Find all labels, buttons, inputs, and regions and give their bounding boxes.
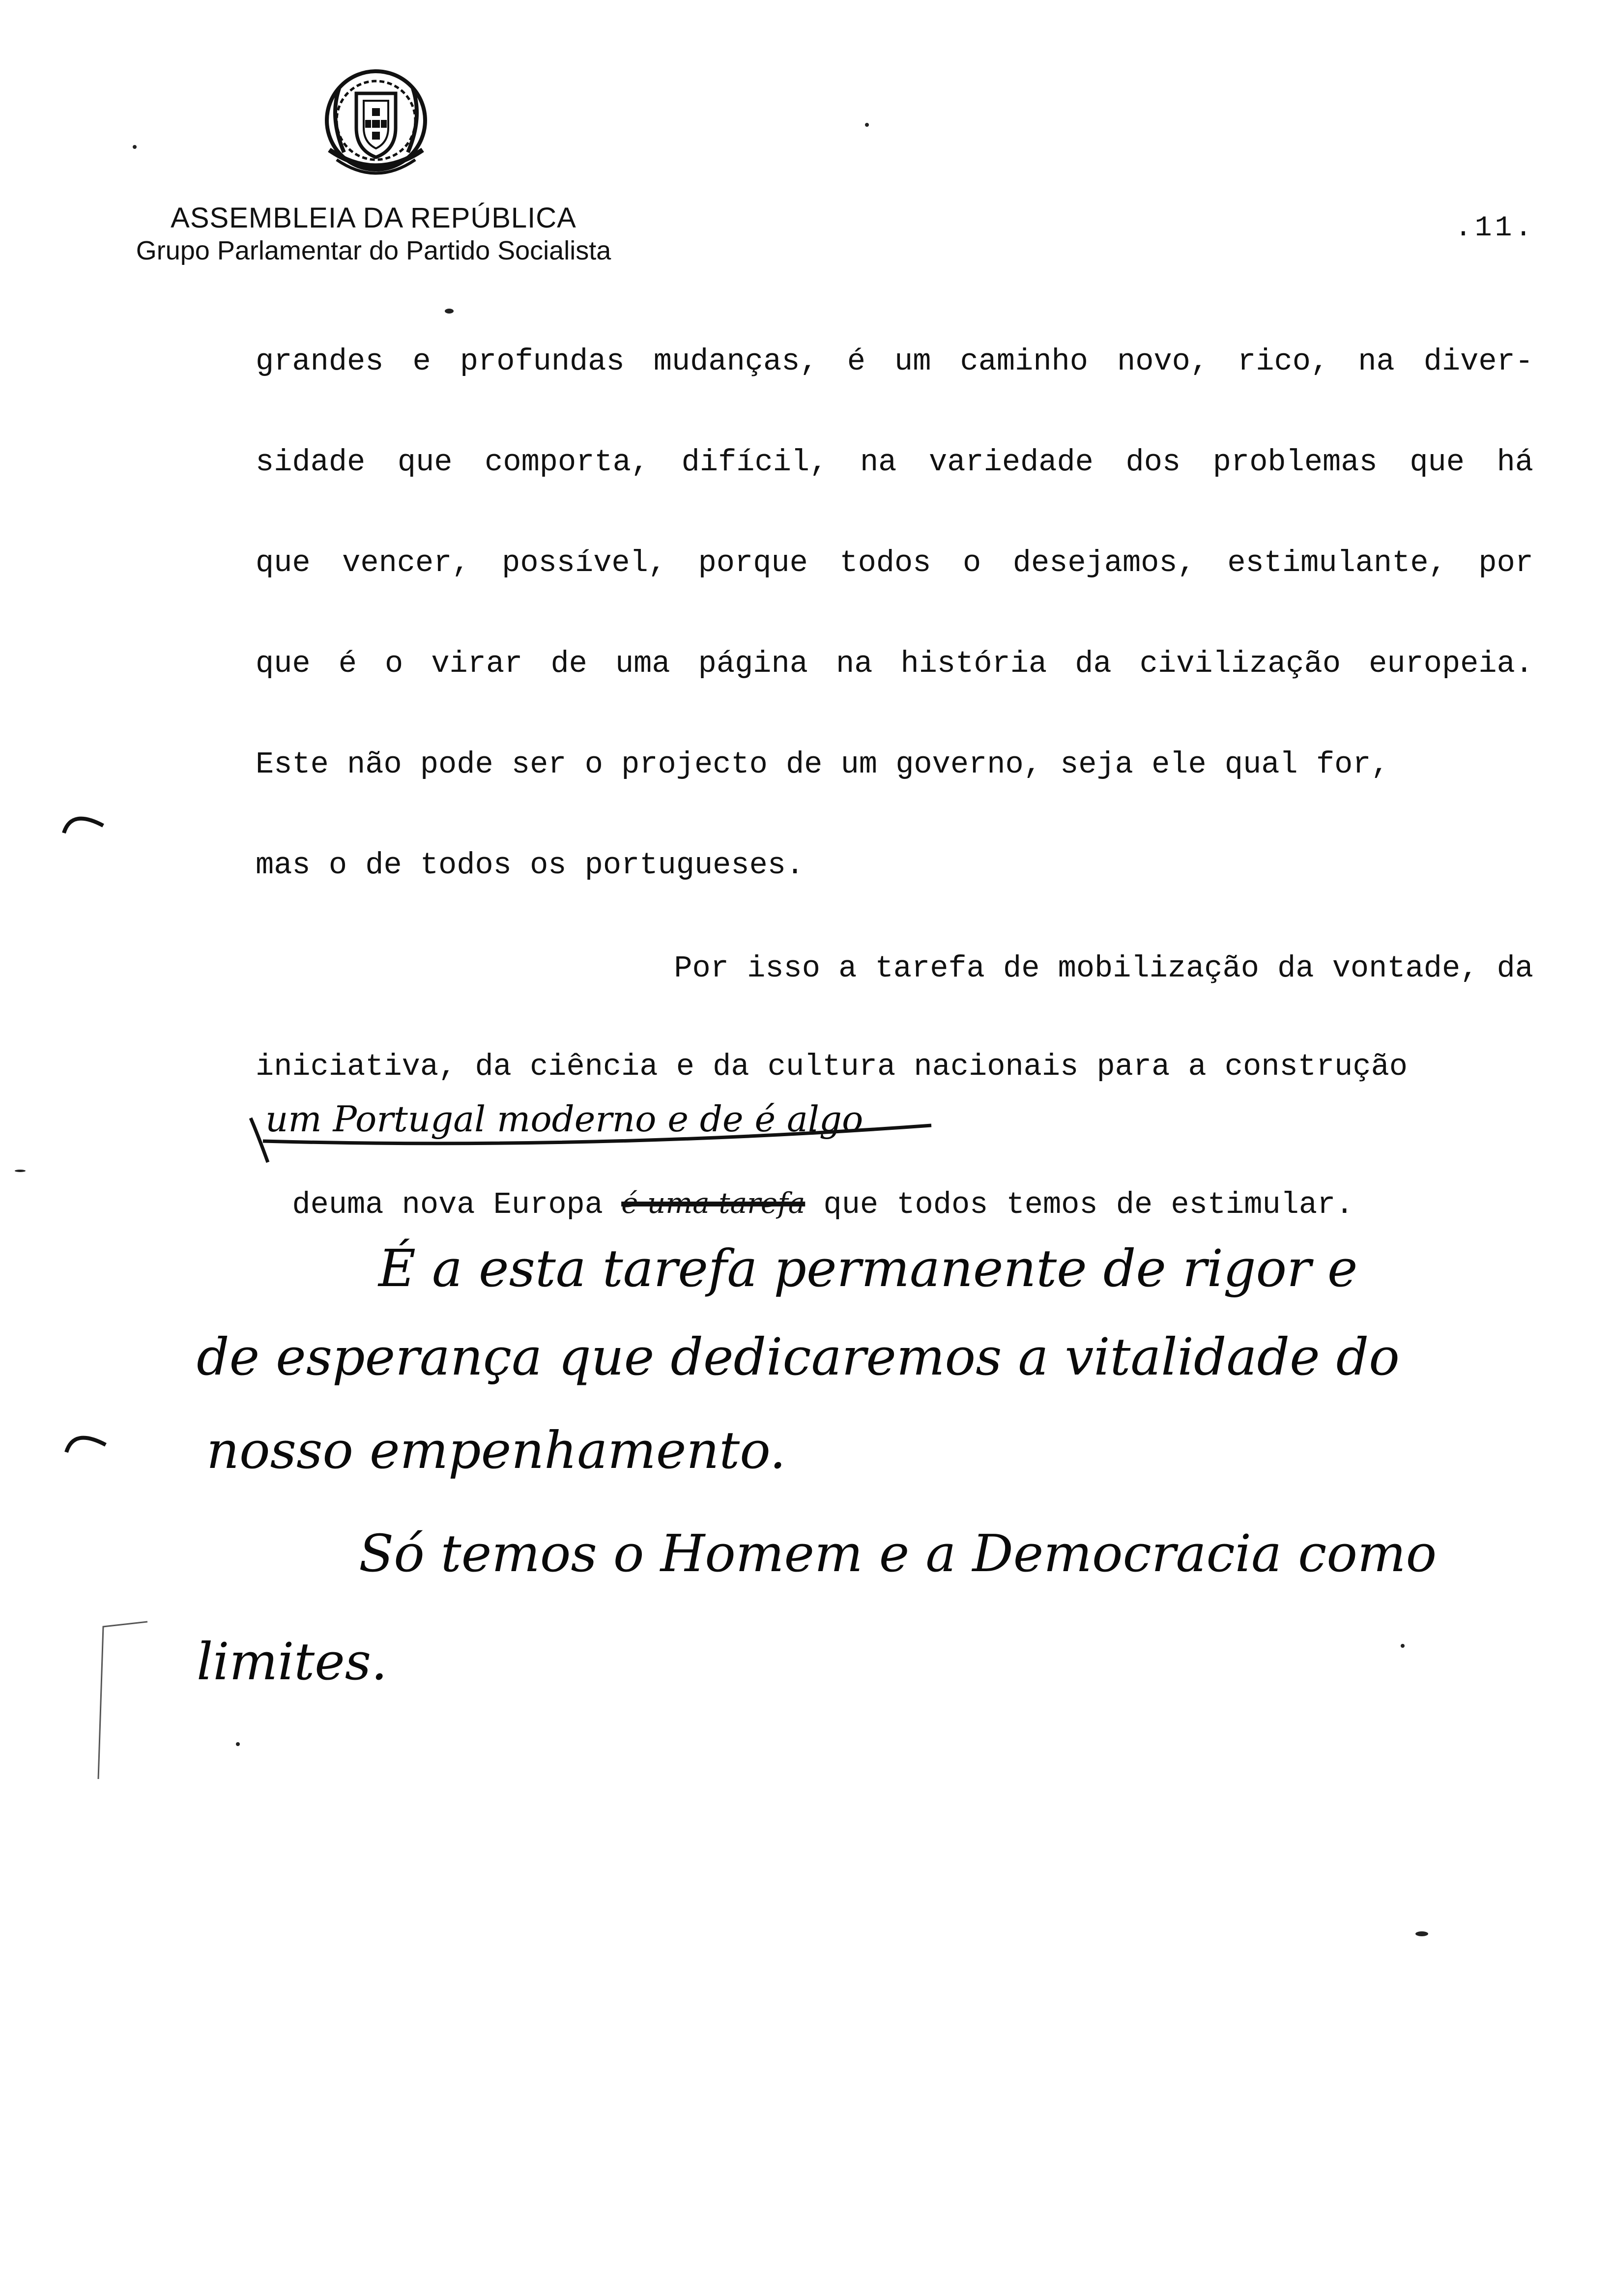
- scan-speck: [1401, 1644, 1405, 1648]
- handwritten-line: limites.: [197, 1632, 388, 1692]
- scan-speck: [1415, 1931, 1428, 1936]
- typed-line: que é o virar de uma página na história da civilização europeia.: [256, 646, 1533, 681]
- typed-line-edited: [256, 1157, 1533, 1220]
- typed-line: grandes e profundas mudanças, é um caminho novo, rico, na diver-: [256, 344, 1533, 379]
- coat-of-arms-emblem: [310, 59, 442, 192]
- typed-line: iniciativa, da ciência e da cultura nacionais para a construção: [256, 1049, 1408, 1084]
- handwritten-line: nosso empenhamento.: [206, 1420, 786, 1480]
- edited-line-end: que todos temos de estimular.: [823, 1187, 1354, 1222]
- org-name: ASSEMBLEIA DA REPÚBLICA: [171, 202, 576, 234]
- parliamentary-group: Grupo Parlamentar do Partido Socialista: [136, 236, 611, 265]
- typed-line: sidade que comporta, difícil, na variedade dos problemas que há: [256, 445, 1533, 480]
- handwritten-line: Só temos o Homem e a Democracia como: [359, 1523, 1437, 1583]
- edited-line-middle: uma nova Europa: [328, 1187, 603, 1222]
- margin-bracket-mark: [61, 806, 106, 835]
- struck-text: é uma tarefa: [621, 1186, 806, 1220]
- edited-line-start: de: [292, 1187, 329, 1222]
- typed-line: que vencer, possível, porque todos o desejamos, estimulante, por: [256, 545, 1533, 580]
- typed-line: Este não pode ser o projecto de um governo, seja ele qual for,: [256, 747, 1389, 782]
- handwritten-line: de esperança que dedicaremos a vitalidade do: [197, 1327, 1400, 1387]
- scan-speck: [133, 145, 137, 149]
- page-number: .11.: [1455, 212, 1535, 244]
- handwritten-line: É a esta tarefa permanente de rigor e: [378, 1238, 1358, 1298]
- margin-corner-mark: [84, 1617, 152, 1784]
- scan-speck: [865, 123, 869, 127]
- letterhead: [74, 201, 673, 266]
- handwritten-insertion: um Portugal moderno e de é algo: [265, 1098, 864, 1140]
- scan-speck: [236, 1742, 240, 1746]
- typed-line-indented: Por isso a tarefa de mobilização da vontade, da: [674, 951, 1533, 986]
- scan-speck: [15, 1170, 26, 1172]
- margin-bracket-mark: [64, 1425, 108, 1455]
- typed-line: mas o de todos os portugueses.: [256, 848, 805, 883]
- scan-speck: [445, 309, 454, 314]
